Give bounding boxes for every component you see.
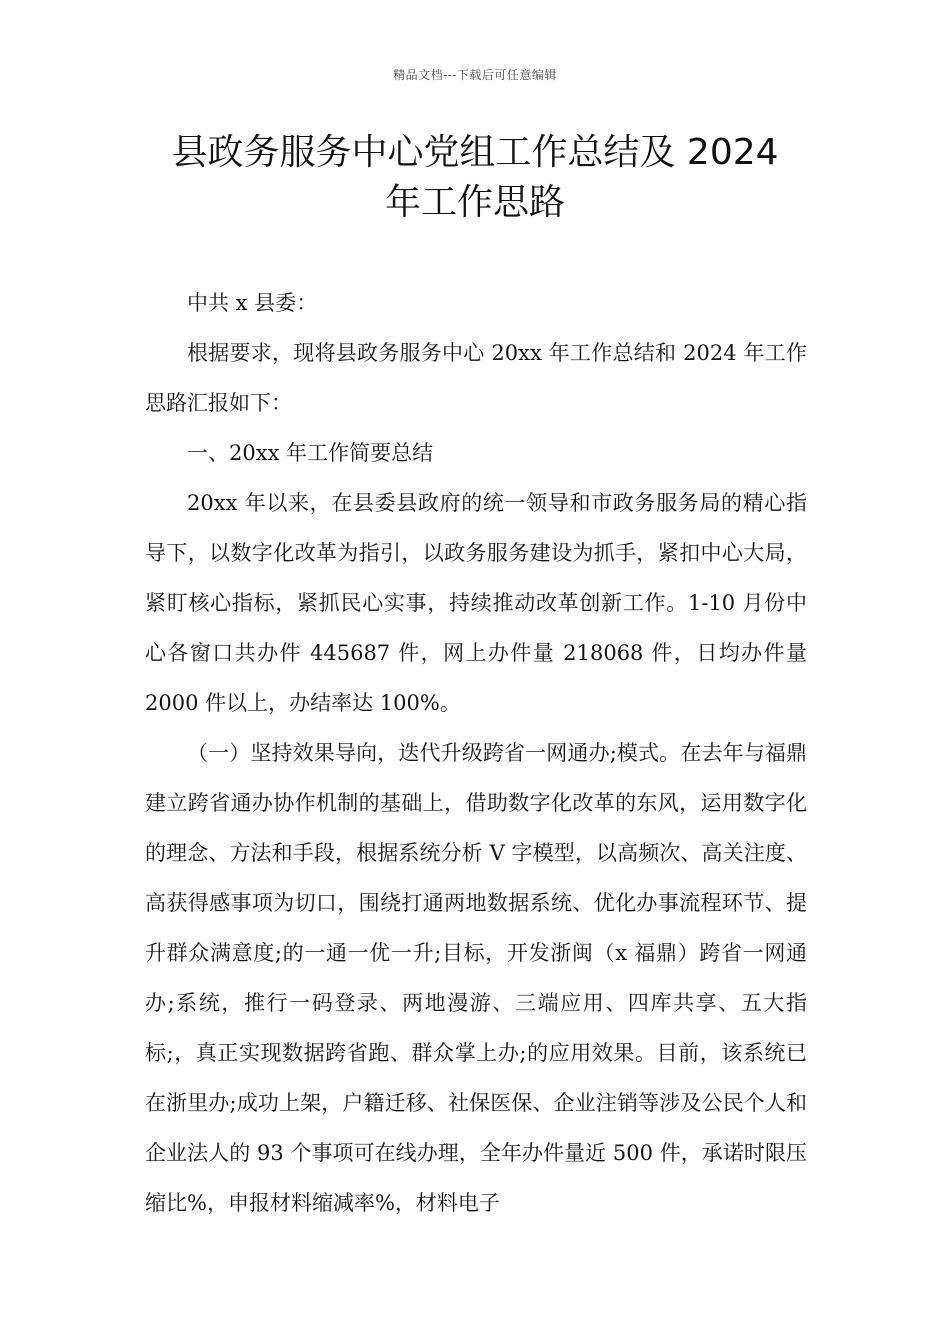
paragraph-summary: 20xx 年以来，在县委县政府的统一领导和市政务服务局的精心指导下，以数字化改革为指引，以政务服务建设为抓手，紧扣中心大局，紧盯核心指标，紧抓民心实事，持续推动改革创新工作。1-10 月份中心各窗口共办件 445687 件，网上办件量 218068 件，日均办件量 2000 件以上，办结率达 100%。 [145, 491, 807, 715]
salutation: 中共 x 县委： [187, 291, 318, 315]
section-heading: 一、20xx 年工作简要总结 [187, 441, 434, 465]
title-line-2: 年工作思路 [384, 182, 565, 223]
title-line-1: 县政务服务中心党组工作总结及 2024 [171, 132, 779, 173]
paragraph-item-1: （一）坚持效果导向，迭代升级跨省一网通办;模式。在去年与福鼎建立跨省通办协作机制的基础上，借助数字化改革的东风，运用数字化的理念、方法和手段，根据系统分析 V 字模型，以高频次、高关注度、高获得感事项为切口，围绕打通两地数据系统、优化办事流程环节、提升群众满意度;的一通一优一升;目标，开发浙闽（x 福鼎）跨省一网通办;系统，推行一码登录、两地漫游、三端应用、四库共享、五大指标;，真正实现数据跨省跑、群众掌上办;的应用效果。目前，该系统已在浙里办;成功上架，户籍迁移、社保医保、企业注销等涉及公民个人和企业法人的 93 个事项可在线办理，全年办件量近 500 件，承诺时限压缩比%，申报材料缩减率%，材料电子 [145, 741, 807, 1215]
document-body [145, 278, 807, 1228]
paragraph-intro: 根据要求，现将县政务服务中心 20xx 年工作总结和 2024 年工作思路汇报如下： [145, 341, 807, 415]
document-title [100, 128, 850, 228]
page-header: 精品文档---下载后可任意编辑 [393, 68, 557, 82]
